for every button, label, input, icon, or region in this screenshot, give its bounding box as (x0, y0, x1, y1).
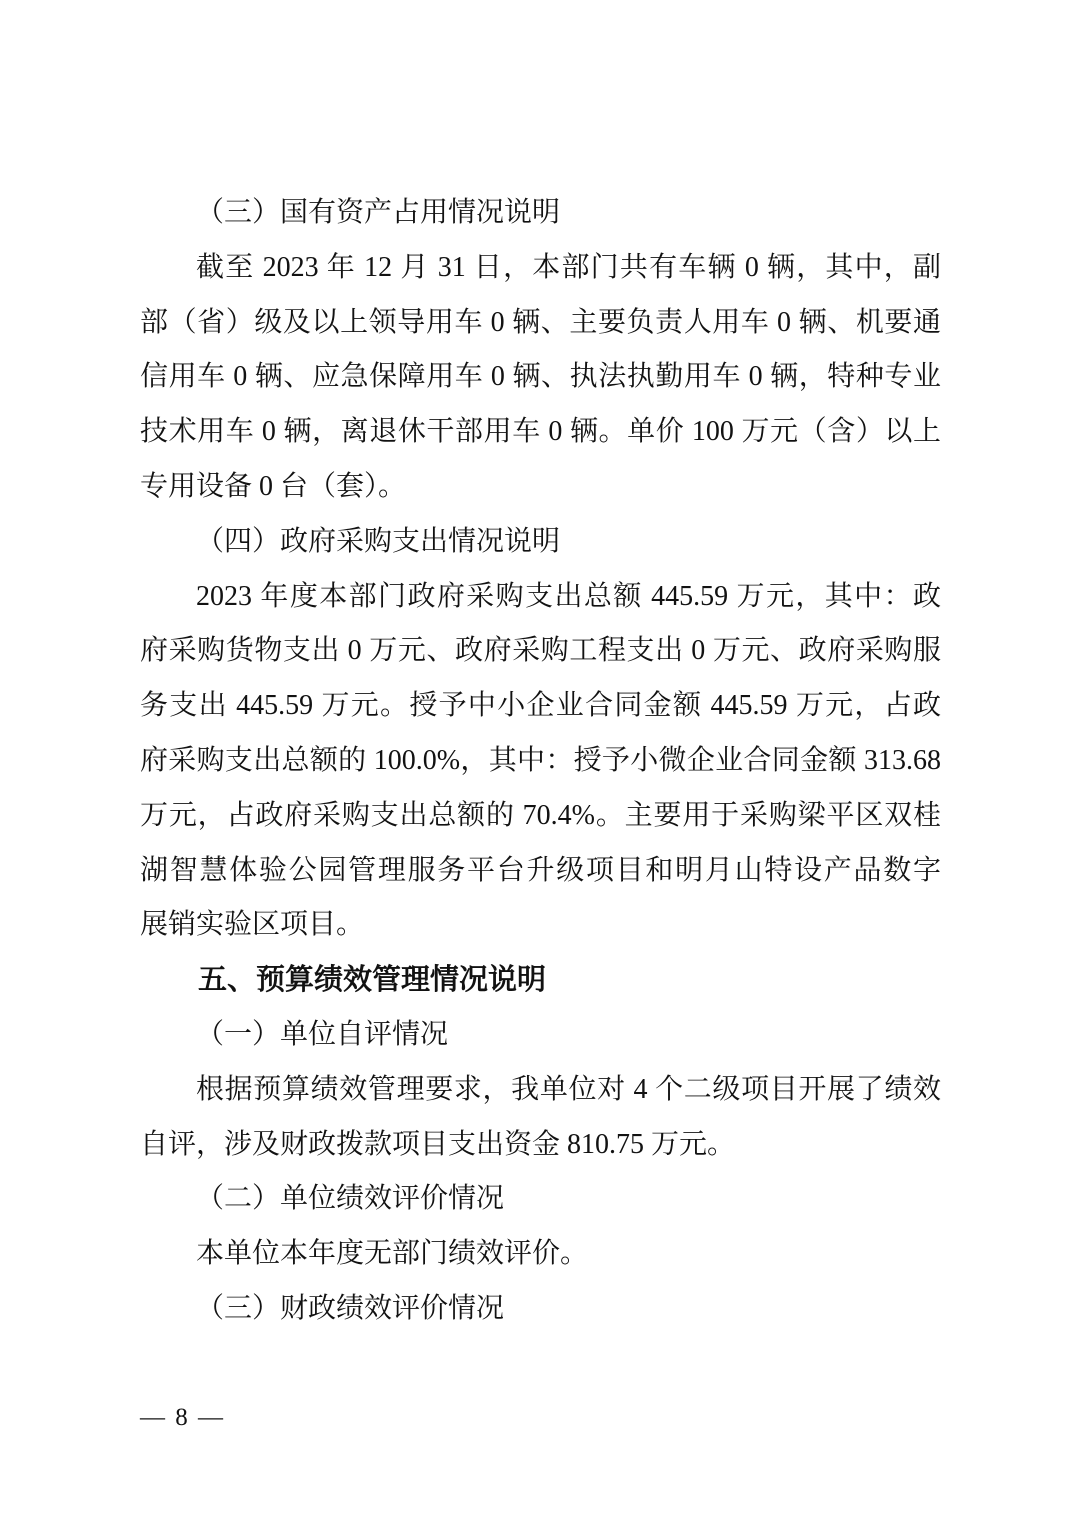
text-line: 2023 年度本部门政府采购支出总额 445.59 万元，其中：政 (196, 580, 941, 612)
subheading-state-assets: （三）国有资产占用情况说明 (196, 197, 561, 228)
text-line: 自评，涉及财政拨款项目支出资金 810.75 万元。 (140, 1128, 736, 1160)
text-line: 截至 2023 年 12 月 31 日，本部门共有车辆 0 辆，其中，副 (196, 251, 941, 283)
text-line: 技术用车 0 辆，离退休干部用车 0 辆。单价 100 万元（含）以上 (140, 416, 941, 448)
subheading-unit-performance-evaluation: （二）单位绩效评价情况 (196, 1183, 505, 1215)
text-line: 府采购支出总额的 100.0%，其中：授予小微企业合同金额 313.68 (140, 744, 941, 776)
para-gov-procurement (140, 570, 941, 954)
para-self-evaluation (140, 1063, 941, 1173)
text-line: 万元，占政府采购支出总额的 70.4%。主要用于采购梁平区双桂 (140, 799, 941, 831)
subheading-self-evaluation: （一）单位自评情况 (196, 1018, 449, 1050)
subheading-gov-procurement: （四）政府采购支出情况说明 (196, 525, 561, 557)
text-line: 展销实验区项目。 (140, 909, 365, 941)
text-line: 根据预算绩效管理要求，我单位对 4 个二级项目开展了绩效 (196, 1073, 941, 1105)
text-line: 专用设备 0 台（套）。 (140, 470, 407, 502)
para-unit-performance-evaluation: 本单位本年度无部门绩效评价。 (196, 1238, 589, 1270)
text-line: 务支出 445.59 万元。授予中小企业合同金额 445.59 万元，占政 (140, 690, 941, 722)
para-state-assets (140, 241, 941, 515)
subheading-fiscal-performance-evaluation: （三）财政绩效评价情况 (196, 1292, 505, 1324)
page-number: — 8 — (140, 1404, 225, 1431)
text-line: 府采购货物支出 0 万元、政府采购工程支出 0 万元、政府采购服 (140, 635, 941, 667)
document-body (140, 186, 941, 1337)
heading-budget-performance: 五、预算绩效管理情况说明 (198, 964, 547, 997)
text-line: 湖智慧体验公园管理服务平台升级项目和明月山特设产品数字 (140, 854, 941, 886)
text-line: 信用车 0 辆、应急保障用车 0 辆、执法执勤用车 0 辆，特种专业 (140, 361, 941, 393)
text-line: 部（省）级及以上领导用车 0 辆、主要负责人用车 0 辆、机要通 (140, 306, 941, 338)
